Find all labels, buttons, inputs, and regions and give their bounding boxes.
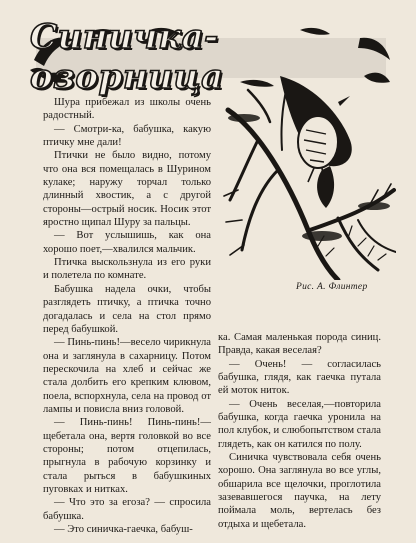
left-column xyxy=(43,96,211,536)
illustration-credit: Рис. А. Флинтер xyxy=(296,282,368,292)
paragraph: — Очень веселая,—повторила бабушка, когда гаечка уронила на пол клубок, и слюбопытством стала глядеть, как он катился по полу. xyxy=(218,398,381,450)
paragraph: Птички не было видно, потому что она вся помещалась в Шурином кулаке; наружу торчал только длинный хвостик, а с другой стороны—острый носик. Носик этот яростно щипал Шуру за пальцы. xyxy=(43,150,211,229)
right-column xyxy=(218,331,381,531)
paragraph: ка. Самая маленькая порода синиц. Правда, какая веселая? xyxy=(218,332,381,357)
paragraph: — Смотри-ка, бабушка, какую птичку мне дали! xyxy=(43,123,211,149)
paragraph: — Очень! — согласилась бабушка, глядя, как гаечка путала ей моток ниток. xyxy=(218,358,381,397)
paragraph: — Что это за егоза? — спросила бабушка. xyxy=(43,497,211,522)
paragraph: — Вот услышишь, как она хорошо поет,—хвалился мальчик. xyxy=(43,230,211,255)
paragraph: Шура прибежал из школы очень радостный. xyxy=(43,97,211,122)
page-title: Синичка-озорница xyxy=(30,17,224,97)
paragraph: — Пинь-пинь! Пинь-пинь!— щебетала она, вертя головкой во все стороны; потом отцепилась, прыгнула в рабочую корзинку и стала рыться в бабушкиных пуговках и нитках. xyxy=(43,417,211,495)
paragraph: Синичка чувствовала себя очень хорошо. Она заглянула во все углы, обшарила все щелочки, проглотила зазевавшегося паучка, на лету поймала моль, вертелась без отдыха и щебетала. xyxy=(218,452,381,530)
paragraph: Бабушка надела очки, чтобы разглядеть птичку, а птичка точно догадалась и села на стол прямо перед бабушкой. xyxy=(43,283,211,335)
paragraph: Птичка выскользнула из его руки и полетела по комнате. xyxy=(43,257,211,282)
paragraph: — Пинь-пинь!—весело чирикнула она и заглянула в сахарницу. Потом перескочила на хлеб и сейчас же стала долбить его крепким клювом, поела, вспорхнула, села на провод от лампы и повисла вниз головой. xyxy=(43,337,211,415)
titmouse-illustration xyxy=(218,70,396,280)
paragraph: — Это синичка-гаечка, бабуш- xyxy=(54,524,193,535)
